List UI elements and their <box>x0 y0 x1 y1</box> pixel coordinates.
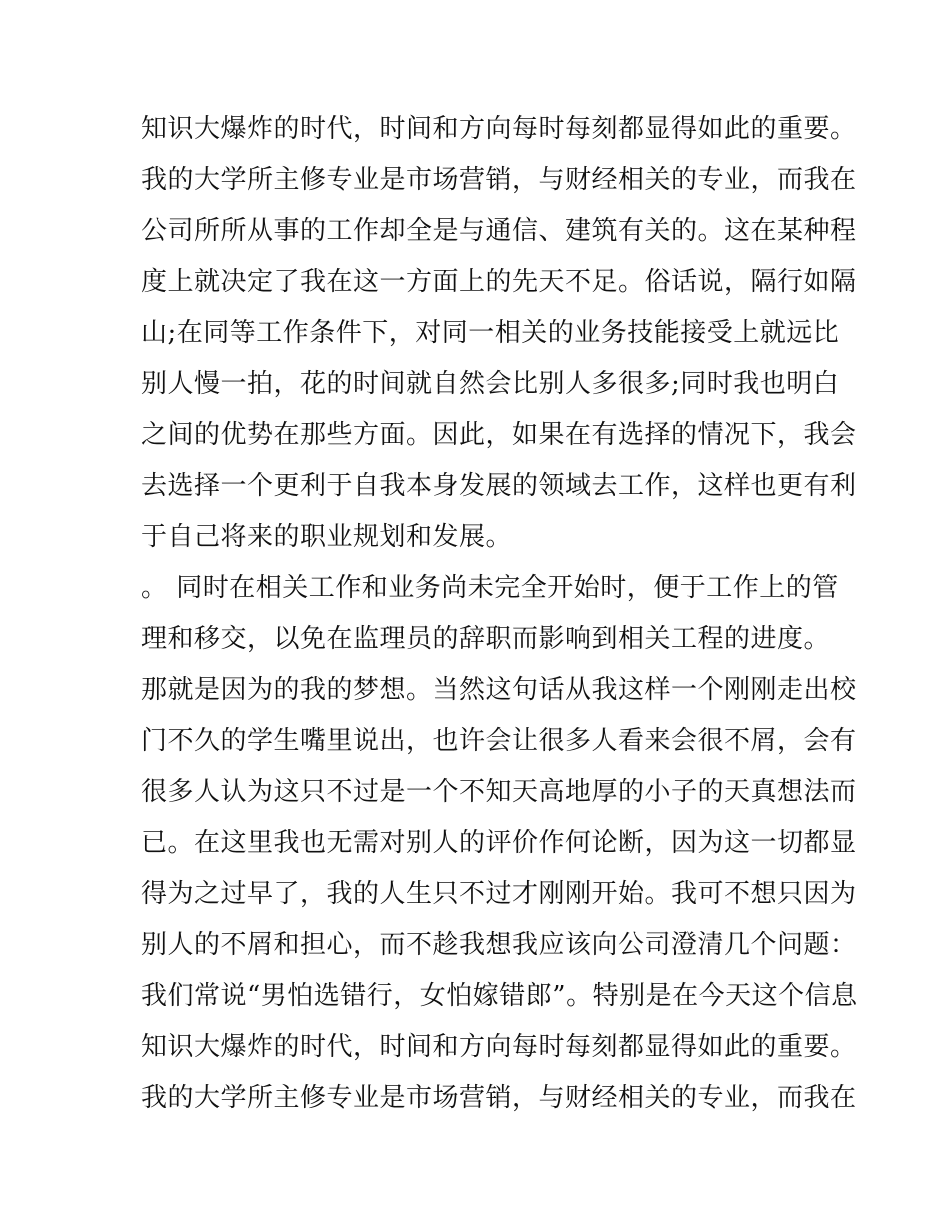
text-line: 那就是因为的我的梦想。当然这句话从我这样一个刚刚走出校 <box>141 675 857 705</box>
text-line: 门不久的学生嘴里说出，也许会让很多人看来会很不屑，会有 <box>141 726 857 756</box>
text-line: 去选择一个更利于自我本身发展的领域去工作，这样也更有利 <box>141 471 857 501</box>
text-line: 得为之过早了，我的人生只不过才刚刚开始。我可不想只因为 <box>141 879 857 909</box>
text-line: 知识大爆炸的时代，时间和方向每时每刻都显得如此的重要。 <box>141 114 857 144</box>
text-line: 别人的不屑和担心，而不趁我想我应该向公司澄清几个问题： <box>141 930 857 960</box>
text-line: 山;在同等工作条件下，对同一相关的业务技能接受上就远比 <box>141 318 840 348</box>
text-line: 。 同时在相关工作和业务尚未完全开始时，便于工作上的管 <box>141 573 839 603</box>
text-line: 公司所所从事的工作却全是与通信、建筑有关的。这在某种程 <box>141 216 857 246</box>
text-line: 度上就决定了我在这一方面上的先天不足。俗话说，隔行如隔 <box>141 267 857 297</box>
text-line: 已。在这里我也无需对别人的评价作何论断，因为这一切都显 <box>141 828 857 858</box>
text-line: 我的大学所主修专业是市场营销，与财经相关的专业，而我在 <box>141 165 857 195</box>
text-line: 别人慢一拍，花的时间就自然会比别人多很多;同时我也明白 <box>141 369 840 399</box>
text-line: 知识大爆炸的时代，时间和方向每时每刻都显得如此的重要。 <box>141 1032 857 1062</box>
text-line: 我们常说“男怕选错行，女怕嫁错郎”。特别是在今天这个信息 <box>141 981 858 1011</box>
text-line: 之间的优势在那些方面。因此，如果在有选择的情况下，我会 <box>141 420 857 450</box>
text-line: 理和移交，以免在监理员的辞职而影响到相关工程的进度。 <box>141 624 831 654</box>
text-line: 于自己将来的职业规划和发展。 <box>141 522 513 552</box>
text-line: 很多人认为这只不过是一个不知天高地厚的小子的天真想法而 <box>141 777 857 807</box>
text-line: 我的大学所主修专业是市场营销，与财经相关的专业，而我在 <box>141 1083 857 1113</box>
body-text <box>141 104 858 1124</box>
